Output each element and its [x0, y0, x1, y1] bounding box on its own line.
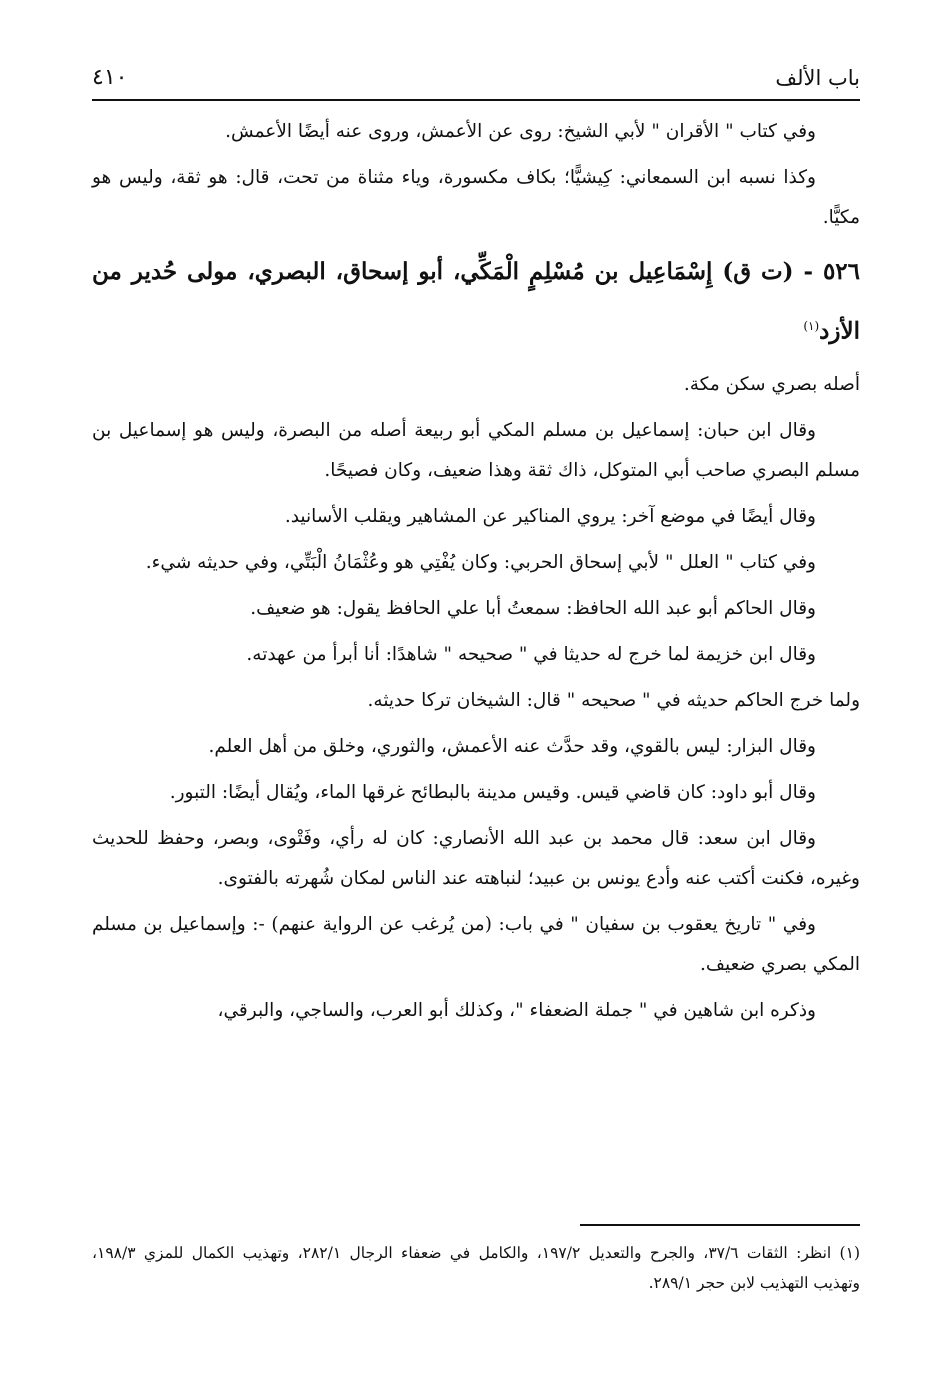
paragraph: وقال الحاكم أبو عبد الله الحافظ: سمعتُ أبا علي الحافظ يقول: هو ضعيف. — [250, 597, 816, 619]
paragraph: وقال ابن حبان: إسماعيل بن مسلم المكي أبو ربيعة أصله من البصرة، وليس هو إسماعيل بن مسلم البصري صاحب أبي المتوكل، ذاك ثقة وهذا ضعيف، وكان فصيحًا. — [92, 419, 860, 481]
main-text — [92, 112, 860, 1037]
paragraph: وفي " تاريخ يعقوب بن سفيان " في باب: (من يُرغب عن الرواية عنهم) -: وإسماعيل بن مسلم المكي بصري ضعيف. — [92, 913, 860, 975]
paragraph: وقال ابن خزيمة لما خرج له حديثا في " صحيحه " شاهدًا: أنا أبرأ من عهدته. — [246, 643, 816, 665]
running-header — [92, 55, 860, 101]
footnote — [92, 1238, 860, 1298]
footnote-text: (١) انظر: الثقات ٣٧/٦، والجرح والتعديل ١٩٧/٢، والكامل في ضعفاء الرجال ٢٨٢/١، وتهذيب الكمال للمزي ١٩٨/٣، وتهذيب التهذيب لابن حجر ٢٨٩/١. — [92, 1244, 860, 1292]
paragraph: وقال أيضًا في موضع آخر: يروي المناكير عن المشاهير ويقلب الأسانيد. — [284, 505, 816, 527]
paragraph: أصله بصري سكن مكة. — [683, 373, 860, 395]
paragraph: ولما خرج الحاكم حديثه في " صحيحه " قال: الشيخان تركا حديثه. — [367, 689, 860, 711]
paragraph: وقال أبو داود: كان قاضي قيس. وقيس مدينة بالبطائح غرقها الماء، ويُقال أيضًا: التبور. — [169, 781, 816, 803]
paragraph: وقال البزار: ليس بالقوي، وقد حدَّث عنه الأعمش، والثوري، وخلق من أهل العلم. — [208, 735, 816, 757]
entry-heading-text: ٥٢٦ - (ت ق) إِسْمَاعِيل بن مُسْلِمٍ الْمَكِّي، أبو إسحاق، البصري، مولى حُدير من الأزد — [92, 258, 860, 345]
paragraph: وقال ابن سعد: قال محمد بن عبد الله الأنصاري: كان له رأي، وفَتْوى، وبصر، وحفظ للحديث وغيره، فكنت أكتب عنه وأدع يونس بن عبيد؛ لنباهته عند الناس لمكان شُهرته بالفتوى. — [92, 827, 860, 889]
header-rule — [92, 99, 860, 101]
paragraph: وذكره ابن شاهين في " جملة الضعفاء "، وكذلك أبو العرب، والساجي، والبرقي، — [217, 999, 816, 1021]
paragraph: وفي كتاب " الأقران " لأبي الشيخ: روى عن الأعمش، وروى عنه أيضًا الأعمش. — [225, 121, 816, 142]
page-number: ٤١٠ — [92, 65, 128, 90]
entry-heading — [92, 244, 860, 359]
footnote-marker: (١) — [803, 319, 820, 333]
paragraph: وفي كتاب " العلل " لأبي إسحاق الحربي: وكان يُفْتِي هو وعُثْمَانُ الْبَتِّي، وفي حديثه شيء. — [145, 551, 816, 573]
footnote-rule — [580, 1224, 860, 1226]
chapter-title: باب الألف — [775, 66, 860, 90]
paragraph: وكذا نسبه ابن السمعاني: كِيشيًّا؛ بكاف مكسورة، وياء مثناة من تحت، قال: هو ثقة، وليس هو مكيًّا. — [92, 167, 860, 228]
